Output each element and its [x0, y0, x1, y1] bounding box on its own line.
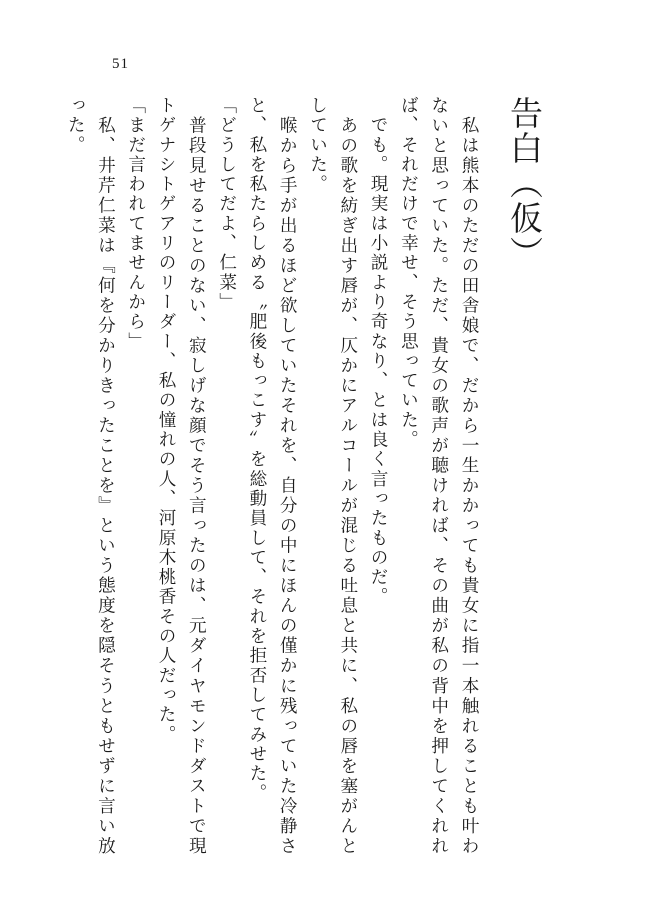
- dialogue-line: 「どうしてだよ、仁菜」: [216, 96, 237, 313]
- page-number: 51: [112, 56, 129, 72]
- paragraph: 私は熊本のただの田舎娘で、だから一生かかっても貴女に指一本触れることも叶わないと思っていた。ただ、貴女の歌声が聴ければ、その曲が私の背中を押してくれれば、それだけで幸せ、そう思っていた。: [398, 96, 479, 856]
- paragraph: あの歌を紡ぎ出す唇が、仄かにアルコールが混じる吐息と共に、私の唇を塞がんとしていた。: [307, 96, 358, 856]
- chapter-title: 告白（仮）: [505, 96, 544, 271]
- paragraph: 喉から手が出るほど欲していたそれを、自分の中にほんの僅かに残っていた冷静さと、私を私たらしめる〝肥後もっこす〟を総動員して、それを拒否してみせた。: [246, 96, 298, 856]
- paragraph: 私、井芹仁菜は『何を分かりきったことを』という態度を隠そうともせずに言い放った。: [65, 96, 116, 856]
- paragraph: 普段見せることのない、寂しげな顔でそう言ったのは、元ダイヤモンドダストで現トゲナシトゲアリのリーダー、私の憧れの人、河原木桃香その人だった。: [156, 96, 207, 856]
- paragraph: でも。現実は小説より奇なり、とは良く言ったものだ。: [368, 96, 389, 607]
- dialogue-line: 「まだ言われてませんから」: [125, 96, 146, 352]
- title-spacer: [484, 96, 496, 856]
- vertical-text-body: [65, 96, 552, 856]
